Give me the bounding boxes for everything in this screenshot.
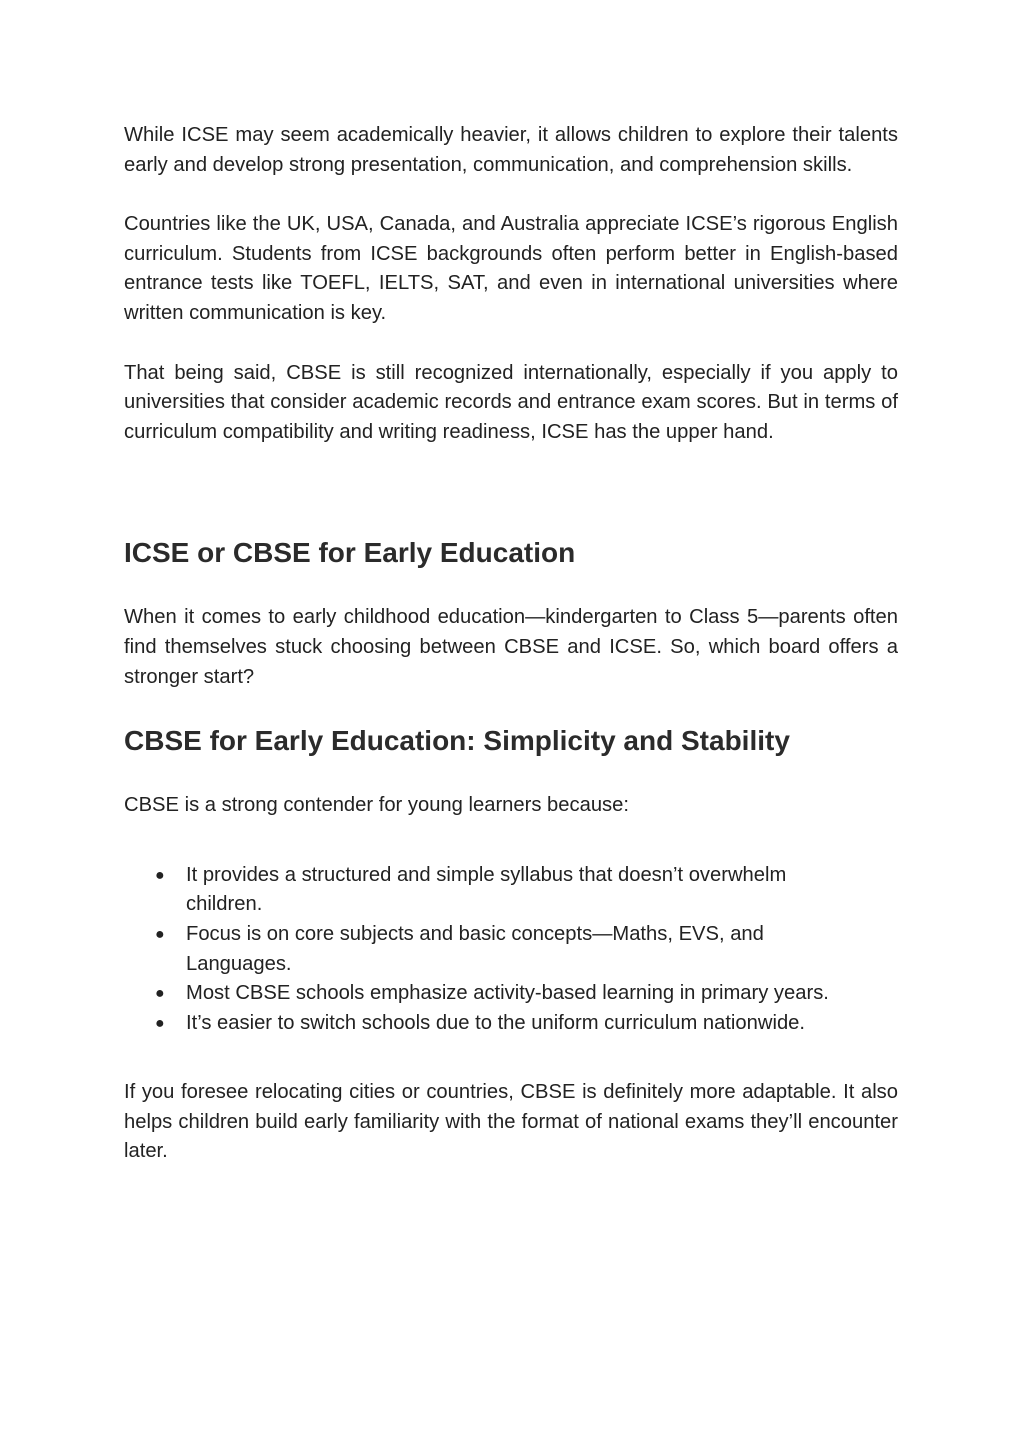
paragraph-icse-heavier: While ICSE may seem academically heavier, it allows children to explore their talents early and develop strong presentation, communication, and comprehension skills. xyxy=(124,124,898,176)
list-item-text: It’s easier to switch schools due to the uniform curriculum nationwide. xyxy=(186,1011,806,1034)
paragraph-when-it-comes: When it comes to early childhood education—kindergarten to Class 5—parents often find themselves stuck choosing between CBSE and ICSE. So, which board offers a stronger start? xyxy=(124,606,898,688)
heading-cbse-early-education: CBSE for Early Education: Simplicity and Stability xyxy=(124,725,790,757)
paragraph-relocating: If you foresee relocating cities or countries, CBSE is definitely more adaptable. It also helps children build early familiarity with the format of national exams they’ll encounter later. xyxy=(124,1081,898,1163)
list-item xyxy=(155,920,898,979)
bullet-icon: ● xyxy=(155,866,165,884)
bullet-icon: ● xyxy=(155,1014,165,1032)
list-item-text: Most CBSE schools emphasize activity-based learning in primary years. xyxy=(186,982,829,1005)
list-item-text: Focus is on core subjects and basic concepts—Maths, EVS, and Languages. xyxy=(186,922,764,975)
paragraph-cbse-strong: CBSE is a strong contender for young learners because: xyxy=(124,794,629,817)
document-page xyxy=(124,121,898,1167)
list-item-text: It provides a structured and simple syllabus that doesn’t overwhelm children. xyxy=(186,863,787,916)
bullet-icon: ● xyxy=(155,985,165,1003)
list-item xyxy=(155,861,898,920)
list-item xyxy=(155,1009,898,1039)
bullet-icon: ● xyxy=(155,925,165,943)
bullet-list xyxy=(124,861,898,1039)
paragraph-that-being-said: That being said, CBSE is still recognized internationally, especially if you apply to universities that consider academic records and entrance exam scores. But in terms of curriculum compatibility and writing readiness, ICSE has the upper hand. xyxy=(124,361,898,443)
list-item xyxy=(155,979,898,1009)
paragraph-countries: Countries like the UK, USA, Canada, and Australia appreciate ICSE’s rigorous English curriculum. Students from ICSE backgrounds often perform better in English-based entrance tests like TOEFL, IELTS, SAT, and even in international universities where written communication is key. xyxy=(124,213,898,324)
heading-icse-or-cbse: ICSE or CBSE for Early Education xyxy=(124,537,576,569)
